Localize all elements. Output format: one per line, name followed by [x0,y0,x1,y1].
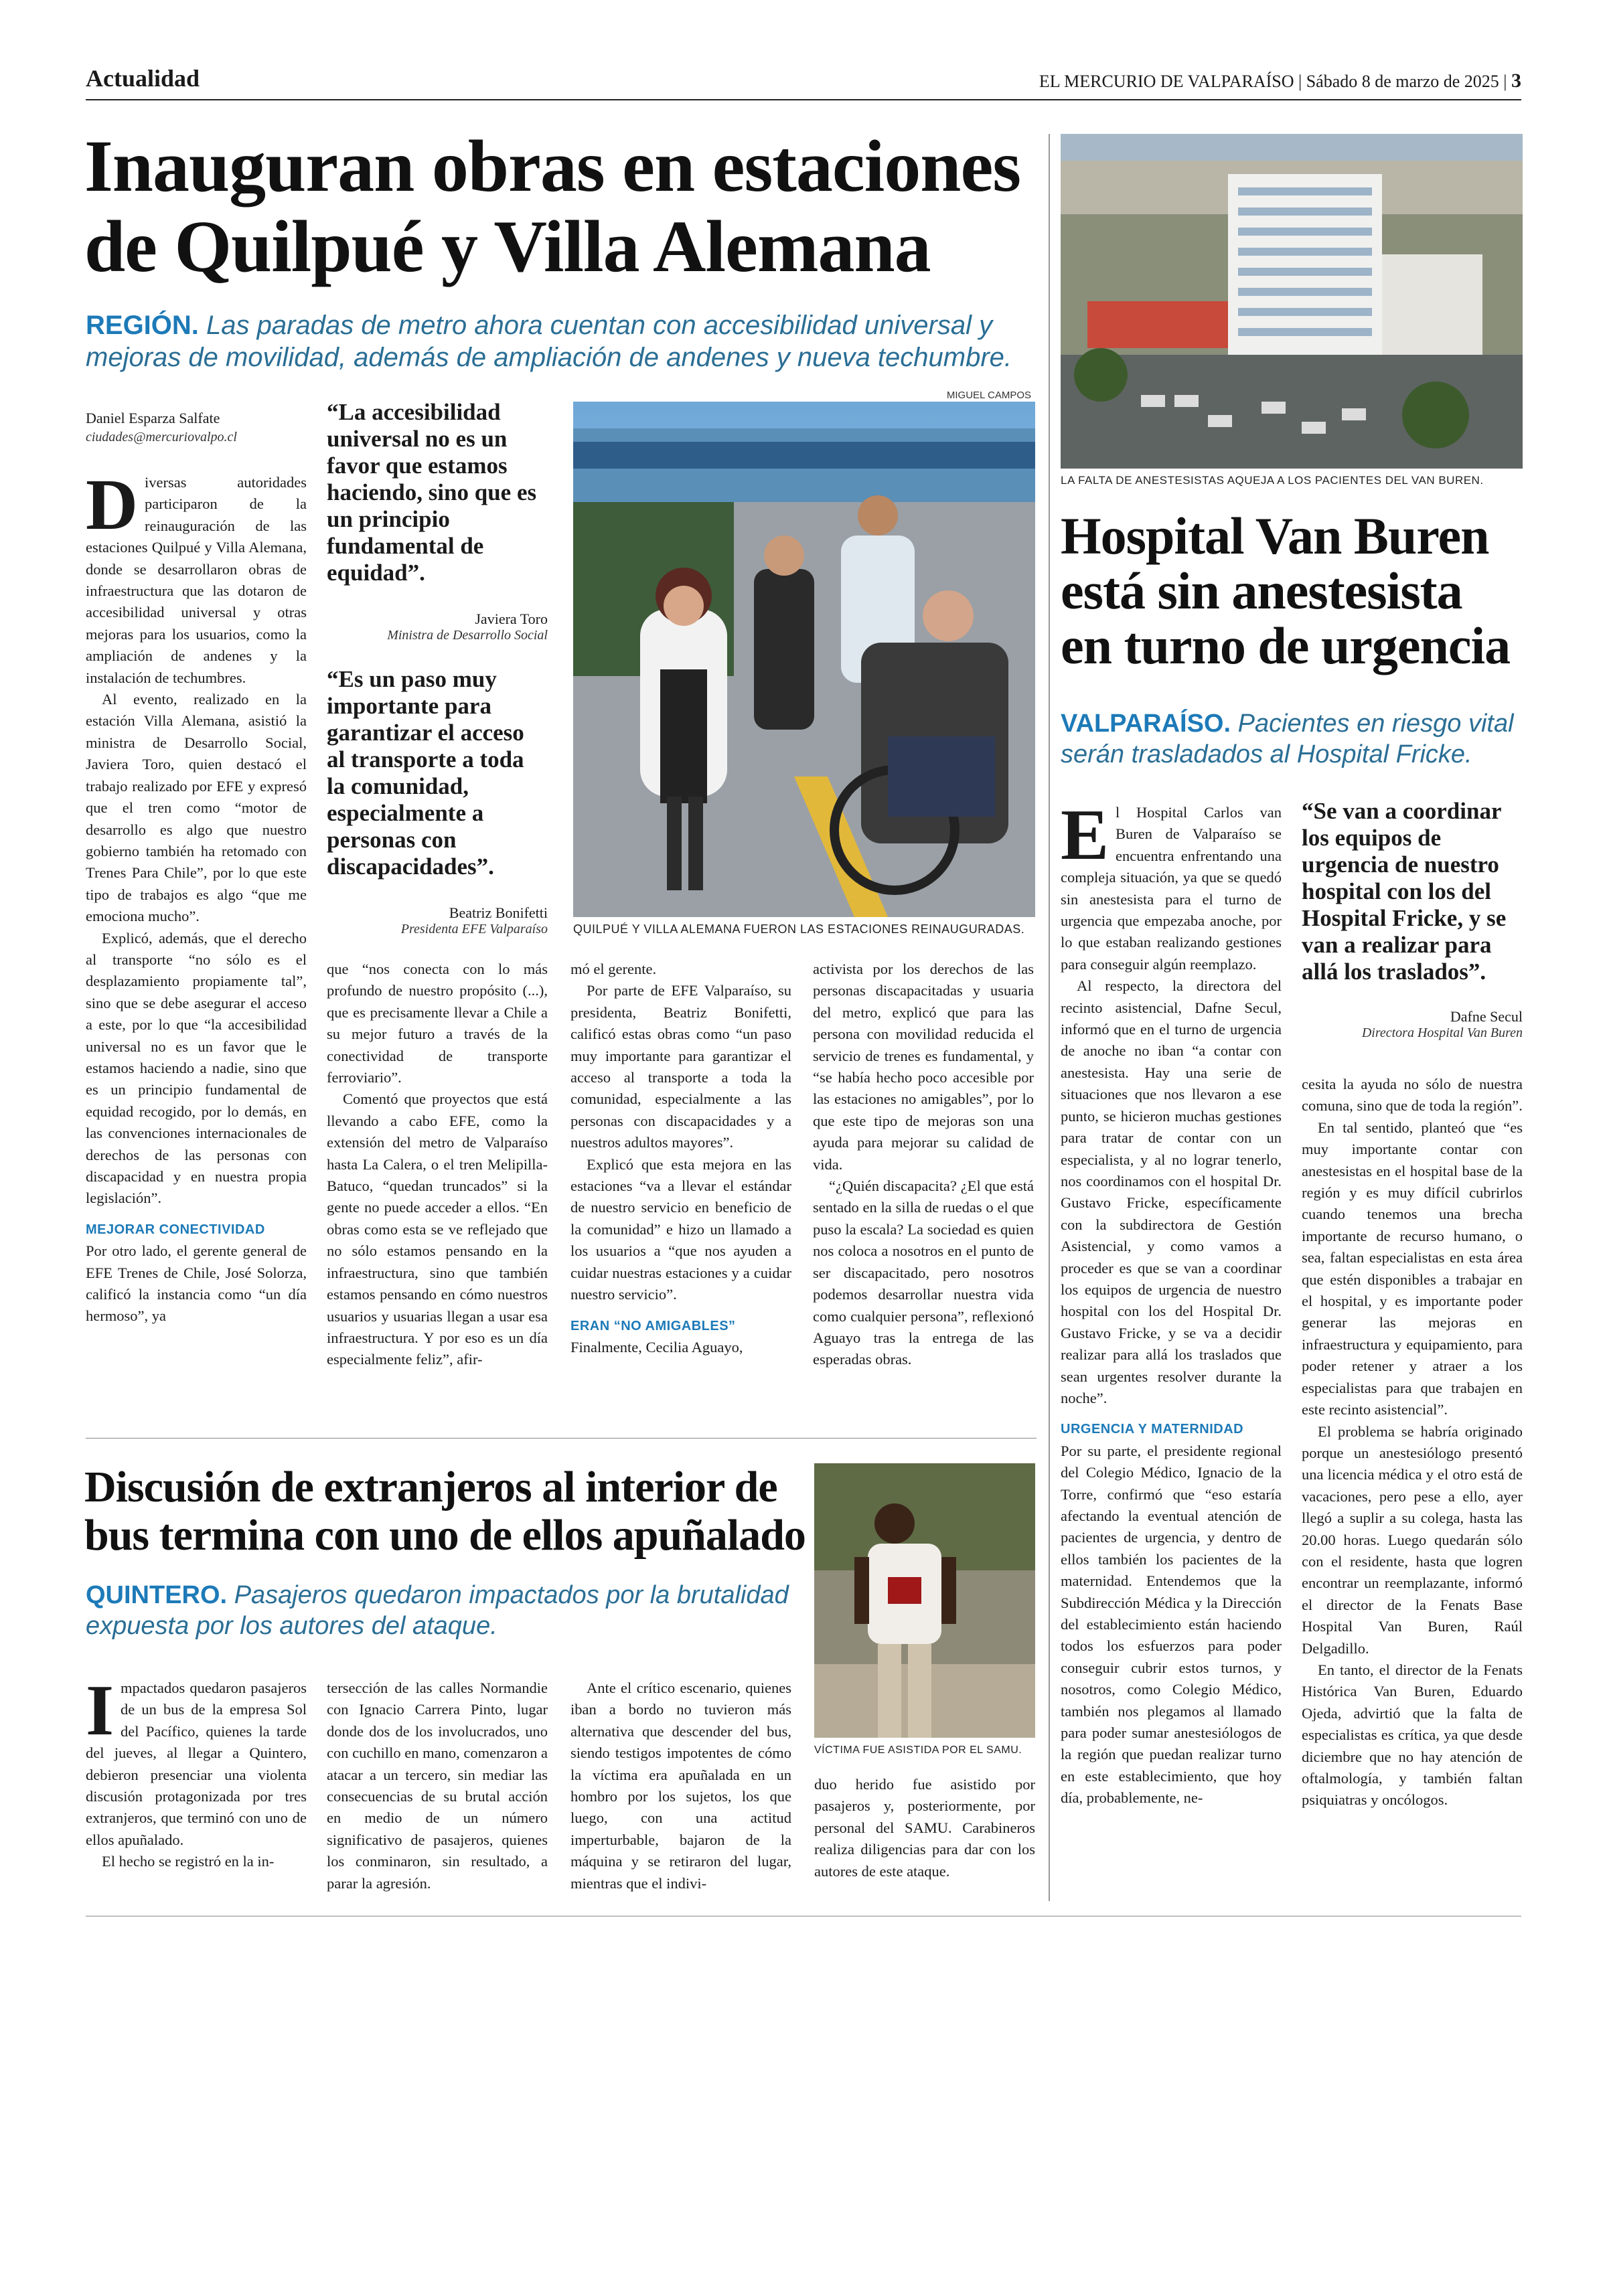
article2-headline-line3: en turno de urgencia [1061,617,1511,675]
article3-paragraph: El hecho se registró en la in- [102,1853,275,1870]
article3-paragraph: mpactados quedaron pasajeros de un bus de la empresa Sol del Pacífico, quienes la tarde del jueves, al llegar a Quintero, debieron presenciar una violenta discusión protagonizada por tres extranjeros, que terminó con uno de ellos apuñalado. [86,1679,307,1848]
article3-lead-text: Pasajeros quedaron impactados por la brutalidad expuesta por los autores del ataque. [86,1581,789,1640]
article1-subhead: MEJORAR CONECTIVIDAD [86,1222,265,1237]
article3-paragraph: tersección de las calles Normandie con Ignacio Carrera Pinto, lugar donde dos de los involucrados, uno con cuchillo en mano, comenzaron a atacar a un tercero, sin mediar las consecuencias de su brutal acción en medio de un número significativo de pasajeros, quienes los conminaron, sin resultado, a parar la agresión. [327,1679,548,1892]
article1-headline [84,126,1049,286]
article1-lead-tag: REGIÓN. [86,311,199,340]
column-divider [1049,134,1050,1901]
article2-column1 [1061,795,1282,1809]
article1-paragraph: mó el gerente. [570,961,657,977]
article1-quotes [327,399,548,937]
pull-quote-bonifetti: “Es un paso muy importante para garantizar el acceso al transporte a toda la comunidad, especialmente a personas con discapacidades”. [327,666,524,880]
article3-column1 [86,1671,307,1873]
article1-drop-cap: D [86,465,138,545]
article2-lead-tag: VALPARAÍSO. [1061,710,1231,738]
article1-paragraph: que “nos conecta con lo más profundo de nuestro propósito (...), que es precisamente llevar a Chile a su mejor futuro a través de la conectividad de transporte ferroviario”. [327,961,548,1086]
article3-divider [86,1438,1037,1439]
article1-subhead: ERAN “NO AMIGABLES” [570,1318,736,1333]
article2-column2 [1302,1074,1523,1811]
hospital-photo [1061,134,1523,469]
article2-paragraph: cesita la ayuda no sólo de nuestra comuna, sino que de toda la región”. [1302,1076,1523,1115]
article1-paragraph: Finalmente, Cecilia Aguayo, [570,1338,743,1356]
article1-headline-line2: de Quilpué y Villa Alemana [84,206,931,287]
article2-lead-text: Pacientes en riesgo vital serán trasladados al Hospital Fricke. [1061,710,1514,768]
author-byline: Daniel Esparza Salfate [86,410,220,426]
photo-credit: MIGUEL CAMPOS [946,390,1031,401]
article2-paragraph: En tanto, el director de la Fenats Histórica Van Buren, Eduardo Ojeda, advirtió que la falta de especialistas es crítica, ya que desde diciembre que no hay atención de oftalmología, y también faltan psiquiatras y oncólogos. [1302,1661,1523,1809]
page-number: 3 [1511,70,1521,92]
article1-lead-text: Las paradas de metro ahora cuentan con accesibilidad universal y mejoras de movilidad, además de ampliación de andenes y nueva techumbre. [86,311,1012,372]
author-email: ciudades@mercuriovalpo.cl [86,430,237,444]
article1-paragraph: Al evento, realizado en la estación Villa Alemana, asistió la ministra de Desarrollo Social, Javiera Toro, quien destacó el trabajo realizado por EFE y expresó que el tren como “motor de desarrollo es algo que nuestro gobierno también ha retomado con Trenes Para Chile”, por lo que este tipo de trabajos es algo “que me emociona mucho”. [86,691,307,925]
article3-lead-tag: QUINTERO. [86,1581,228,1609]
article1-paragraph: Explicó, además, que el derecho al transporte “no sólo es el desplazamiento propiamente tal”, sino que se debe asegurar el acceso a este, por lo que “la accesibilidad universal no es un favor que le estamos haciendo a nadie, sino que es un principio fundamental de equidad recogido, por lo demás, en las convenciones internacionales de derechos de las personas con discapacidad y en nuestra propia legislación”. [86,929,307,1207]
article1-paragraph: activista por los derechos de las personas discapacitadas y usuaria del metro, explicó que para las persona con movilidad reducida el servicio de trenes es fundamental, y “se había hecho poco accesible por las estaciones no amigables”, por lo que este tipo de mejoras son una ayuda para mejorar su calidad de vida. [813,961,1034,1173]
article3-paragraph: duo herido fue asistido por pasajeros y, posteriormente, por personal del SAMU. Carabineros realiza diligencias para dar con los autores de este ataque. [814,1776,1035,1880]
article3-lead [86,1580,802,1641]
article3-headline-line2: bus termina con uno de ellos apuñalado [84,1511,806,1560]
article3-column4 [814,1774,1035,1882]
pull-quote-secul: “Se van a coordinar los equipos de urgencia de nuestro hospital con los del Hospital Fricke, y se van a realizar para allá los traslados”. [1302,798,1507,985]
article3-paragraph: Ante el crítico escenario, quienes iban a bordo no tuvieron más alternativa que descender del bus, siendo testigos impotentes de cómo la víctima era apuñalada en un hombro por los sujetos, los que luego, con una actitud imperturbable, bajaron de la máquina y se retiraron del lugar, mientras que el indivi- [570,1679,791,1892]
masthead [1039,70,1521,92]
article2-paragraph: l Hospital Carlos van Buren de Valparaíso se encuentra enfrentando una compleja situación, ya que se quedó sin anestesista para el turno de urgencia que empezaba anoche, por lo que estaban realizando gestiones para conseguir algún reemplazo. [1061,804,1282,973]
quote-role-toro: Ministra de Desarrollo Social [387,628,548,643]
quote-author-secul: Dafne Secul [1450,1008,1523,1025]
header-rule [86,99,1521,100]
article2-paragraph: El problema se habría originado porque un anestesiólogo presentó una licencia médica y el otro está de vacaciones, pero pese a ello, ayer llegó a suplir a su colega, hasta las 20.00 horas. Luego quedarán sólo con el residente, hasta que logren encontrar un reemplazante, informó el director de la Fenats Base Hospital Van Buren, Raúl Delgadillo. [1302,1422,1523,1657]
pull-quote-toro: “La accesibilidad universal no es un favor que estamos haciendo, sino que es un principio fundamental de equidad”. [327,399,537,586]
article1-paragraph: Por otro lado, el gerente general de EFE Trenes de Chile, José Solorza, calificó la instancia como “un día hermoso”, ya [86,1242,307,1325]
article2-paragraph: Por su parte, el presidente regional del Colegio Médico, Ignacio de la Torre, confirmó que “eso estaría afectando la eventual atención de pacientes de urgencia, y dentro de ellos también los pacientes de la maternidad. Entendemos que la Subdirección Médica y la Dirección del establecimiento están haciendo todos los esfuerzos para poder conseguir cubrir estos turnos, y nosotros, como Colegio Médico, también nos plegamos al llamado para poder sumar anestesiólogos de la región que puedan realizar turno en este establecimiento, que hoy día, probablemente, ne- [1061,1442,1282,1807]
article1-paragraph: Comentó que proyectos que está llevando a cabo EFE, como la extensión del metro de Valparaíso hasta La Calera, o el tren Melipilla-Batuco, “quedan truncados” si la gente no puede acceder a ellos. “En obras como esta se ve reflejado que no sólo estamos pensando en la infraestructura, sino que también estamos pensando en cómo nuestros usuarios y usuarias llegan a usar esa infraestructura. Y por eso es un día especialmente feliz”, afir- [327,1090,548,1368]
publication-date: EL MERCURIO DE VALPARAÍSO | Sábado 8 de marzo de 2025 | [1039,72,1507,91]
station-photo-caption: QUILPUÉ Y VILLA ALEMANA FUERON LAS ESTACIONES REINAUGURADAS. [573,922,1025,936]
section-label: Actualidad [86,65,200,92]
article1-paragraph: Por parte de EFE Valparaíso, su presidenta, Beatriz Bonifetti, calificó estas obras como “un paso muy importante para garantizar el acceso al transporte a toda la comunidad, especialmente a las personas con discapacidades y a nuestros adultos mayores”. [570,982,791,1151]
article1-column2 [327,959,548,1371]
station-photo [573,402,1035,917]
article3-drop-cap: I [86,1671,114,1750]
quote-author-bonifetti: Beatriz Bonifetti [449,904,548,921]
article2-lead [1061,708,1523,770]
article1-headline-line1: Inauguran obras en estaciones [84,125,1021,207]
article1-column4 [813,959,1034,1371]
article2-subhead: URGENCIA Y MATERNIDAD [1061,1422,1244,1437]
article3-column2 [327,1677,548,1894]
article2-paragraph: Al respecto, la directora del recinto asistencial, Dafne Secul, informó que en el turno de urgencia de anoche no iban “a contar con anestesista. Hay una serie de situaciones que nos llevaron a ese punto, se hicieron muchas gestiones para tratar de contar con un especialista, y al no lograr tenerlo, nos coordinamos con el hospital Dr. Gustavo Fricke, específicamente con la subdirectora de Gestión Asistencial, y como vamos a proceder es que se van a coordinar los equipos de urgencia de nuestro hospital con los del Hospital Dr. Gustavo Fricke, y se va a decidir realizar para allá los traslados que sean urgentes resolver durante la noche”. [1061,977,1282,1406]
article1-paragraph: iversas autoridades participaron de la reinauguración de las estaciones Quilpué y Villa Alemana, donde se desarrollaron obras de infraestructura que las dotaron de accesibilidad universal y otras mejoras para los usuarios, como la ampliación de andenes y la instalación de techumbres. [86,474,307,686]
article1-paragraph: Explicó que esta mejora en las estaciones “va a llevar el estándar de nuestro servicio en beneficio de la comunidad” e hizo un llamado a los usuarios a “que nos ayuden a cuidar nuestras estaciones y a cuidar nuestro servicio”. [570,1155,791,1303]
article2-quote-block [1302,798,1523,1041]
article2-headline [1061,509,1529,673]
article2-headline-line1: Hospital Van Buren [1061,507,1489,565]
article1-column1 [86,465,307,1327]
hospital-photo-caption: LA FALTA DE ANESTESISTAS AQUEJA A LOS PACIENTES DEL VAN BUREN. [1061,474,1484,487]
article1-lead [86,309,1043,374]
article2-drop-cap: E [1061,795,1109,875]
quote-role-secul: Directora Hospital Van Buren [1361,1026,1523,1040]
quote-author-toro: Javiera Toro [475,610,548,627]
article3-headline-line1: Discusión de extranjeros al interior de [84,1463,777,1511]
article2-paragraph: En tal sentido, planteó que “es muy importante contar con anestesistas en el hospital base de la región y es muy difícil cubrirlos cuando tenemos una brecha importante de recurso humano, o sea, faltan especialistas en esta área que estén disponibles a trabajar en el hospital, y es importante poder generar las mejoras en infraestructura y equipamiento, para poder retener y atraer a los especialistas para que trabajen en este recinto asistencial”. [1302,1119,1523,1418]
victim-photo [814,1463,1035,1738]
article1-column3 [570,959,791,1358]
article1-paragraph: “¿Quién discapacita? ¿El que está sentado en la silla de ruedas o el que puso la escala? La sociedad es quien nos coloca a nosotros en el punto de ser discapacitado, pero nosotros podemos desarrollar nuestra vida como cualquier persona”, reflexionó Aguayo tras la entrega de las esperadas obras. [813,1177,1034,1368]
article2-headline-line2: está sin anestesista [1061,562,1462,620]
article3-column3 [570,1677,791,1894]
quote-role-bonifetti: Presidenta EFE Valparaíso [400,922,548,936]
victim-photo-caption: VÍCTIMA FUE ASISTIDA POR EL SAMU. [814,1744,1022,1756]
article3-headline [84,1463,821,1560]
